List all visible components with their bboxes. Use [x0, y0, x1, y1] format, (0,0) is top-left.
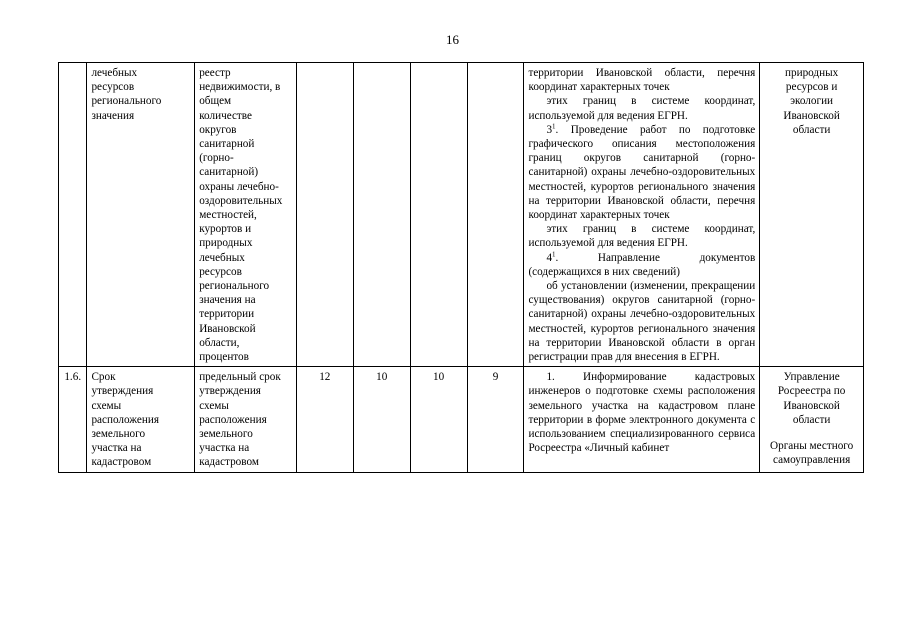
value-cell: 10 — [410, 367, 467, 472]
value-cell: 12 — [296, 367, 353, 472]
measure-paragraph: $4^1$. Направление документов (содержащихся в них сведений) — [528, 249, 756, 278]
program-table — [58, 62, 864, 473]
indicator: предельный срок утверждения схемы расположения земельного участка на кадастровом — [195, 367, 297, 472]
responsible: Управление Росреестра по Ивановской области Органы местного самоуправления — [760, 367, 864, 472]
row-number: 1.6. — [59, 367, 87, 472]
value-cell — [410, 63, 467, 367]
value-cell: 9 — [467, 367, 524, 472]
value-cell — [467, 63, 524, 367]
measure-paragraph: 1. Информирование кадастровых инженеров о подготовке схемы расположения земельного участка на кадастровом плане территории в форме электронного документа с использованием специализированного сервиса Росреестра «Личный кабинет — [528, 371, 756, 455]
table-row — [59, 63, 864, 367]
value-cell — [296, 63, 353, 367]
measure-paragraph: $3^1$. Проведение работ по подготовке графического описания местоположения границ округов санитарной (горно-санитарной) охраны лечебно-оздоровительных местностей, курортов регионального значения на территории Ивановской области, перечня координат характерных точек — [528, 122, 756, 222]
page-number: 16 — [446, 32, 459, 47]
item-name: Срок утверждения схемы расположения земельного участка на кадастровом — [87, 367, 195, 472]
row-number — [59, 63, 87, 367]
indicator: реестр недвижимости, в общем количестве округов санитарной (горно- санитарной) охраны лечебно- оздоровительных местностей, курортов и природных лечебных ресурсов регионального значения на территории Ивановской области, процентов — [195, 63, 297, 367]
value-cell — [353, 63, 410, 367]
measures — [524, 367, 760, 472]
measures — [524, 63, 760, 367]
measure-paragraph: территории Ивановской области, перечня координат характерных точек — [528, 67, 756, 94]
responsible: природных ресурсов и экологии Ивановской области — [760, 63, 864, 367]
item-name: лечебных ресурсов регионального значения — [87, 63, 195, 367]
measure-paragraph: этих границ в системе координат, используемой для ведения ЕГРН. — [528, 223, 756, 250]
measure-paragraph: об установлении (изменении, прекращении существования) округов санитарной (горно-санитарной) охраны лечебно-оздоровительных местностей, курортов регионального значения на территории Ивановской области в орган регистрации прав для внесения в ЕГРН. — [528, 280, 756, 364]
table-row — [59, 367, 864, 472]
value-cell: 10 — [353, 367, 410, 472]
measure-paragraph: этих границ в системе координат, используемой для ведения ЕГРН. — [528, 95, 756, 122]
